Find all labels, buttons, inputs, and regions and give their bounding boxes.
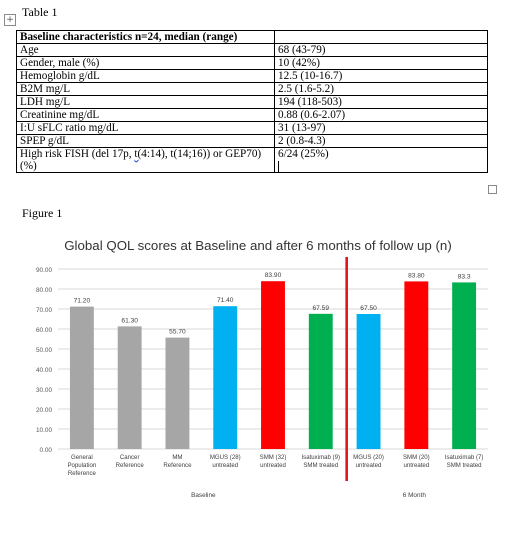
bar-value-label: 83.3: [457, 273, 471, 281]
bar: [404, 281, 428, 449]
bar-value-label: 55.70: [169, 328, 186, 336]
group-label: Baseline: [191, 492, 216, 499]
y-tick-label: 70.00: [36, 307, 52, 314]
table-move-handle-icon[interactable]: +: [4, 14, 16, 26]
table-cell: 194 (118-503): [275, 96, 488, 109]
y-tick-label: 90.00: [36, 267, 52, 274]
table-cell: Age: [17, 44, 275, 57]
category-label: Cancer: [119, 454, 140, 461]
category-label: SMM (20): [402, 454, 430, 461]
table-row: [17, 135, 488, 148]
table-row: [17, 96, 488, 109]
table-cell: SPEP g/dL: [17, 135, 275, 148]
table-cell: 12.5 (10-16.7): [275, 70, 488, 83]
bar-value-label: 61.30: [121, 317, 138, 325]
table-cell: Hemoglobin g/dL: [17, 70, 275, 83]
table-caption: Table 1: [22, 5, 58, 19]
table-cell: LDH mg/L: [17, 96, 275, 109]
category-label: Reference: [163, 462, 192, 469]
category-label: untreated: [212, 462, 239, 469]
category-label: SMM treated: [446, 462, 482, 469]
bar: [166, 338, 190, 449]
category-label: Isatuximab (9): [301, 454, 341, 461]
chart-bars: [67, 257, 476, 481]
chart-title: Global QOL scores at Baseline and after 6 months of follow up (n): [64, 238, 452, 253]
category-label: untreated: [260, 462, 286, 469]
fish-value: 6/24 (25%): [278, 148, 329, 160]
category-label: MM: [172, 454, 183, 461]
table-row: [17, 122, 488, 135]
table-cell: I:U sFLC ratio mg/dL: [17, 122, 275, 135]
fish-label-part: High risk FISH (del 17p,: [20, 148, 135, 160]
table-cell: 68 (43-79): [275, 44, 488, 57]
bar: [70, 307, 94, 449]
y-tick-label: 0.00: [39, 447, 52, 454]
category-label: MGUS (20): [353, 454, 384, 461]
bar-value-label: 83.80: [408, 272, 425, 280]
table-cell: Gender, male (%): [17, 57, 275, 70]
category-label: MGUS (28): [209, 454, 241, 461]
bar: [213, 306, 237, 449]
table-cell: 31 (13-97): [275, 122, 488, 135]
bar: [261, 281, 285, 449]
bar: [357, 314, 381, 449]
table-header-cell: Baseline characteristics n=24, median (range): [17, 31, 275, 44]
bar: [452, 282, 476, 449]
category-label: untreated: [355, 462, 382, 469]
category-label: General: [71, 454, 93, 461]
table-cell: [17, 148, 275, 173]
table-cell: 2.5 (1.6-5.2): [275, 83, 488, 96]
table-cell: 2 (0.8-4.3): [275, 135, 488, 148]
table-row: [17, 57, 488, 70]
figure-caption: Figure 1: [22, 206, 63, 220]
y-tick-label: 20.00: [36, 407, 52, 414]
category-label: Isatuximab (7): [444, 454, 484, 461]
y-tick-label: 50.00: [36, 347, 52, 354]
bar-value-label: 67.50: [360, 305, 377, 312]
fish-label-part: 4:14), t(14;16)) or GEP70) (%): [20, 148, 262, 172]
group-label: 6 Month: [402, 492, 426, 499]
table-header-row: [17, 31, 488, 44]
y-tick-label: 40.00: [36, 367, 52, 374]
category-label: Reference: [67, 470, 96, 477]
text-cursor: [278, 161, 279, 172]
category-label: SMM treated: [303, 462, 339, 469]
category-label: SMM (32): [259, 454, 287, 461]
y-tick-label: 60.00: [36, 327, 52, 334]
table-cell: Creatinine mg/dL: [17, 109, 275, 122]
bar: [118, 326, 142, 449]
table-cell: 0.88 (0.6-2.07): [275, 109, 488, 122]
y-tick-label: 80.00: [36, 287, 52, 294]
table-resize-handle[interactable]: [488, 185, 497, 194]
y-tick-label: 10.00: [36, 427, 52, 434]
bar-value-label: 67.59: [312, 304, 330, 312]
bar-value-label: 71.20: [73, 297, 91, 305]
bar-value-label: 71.40: [216, 297, 234, 305]
qol-bar-chart: [0, 228, 520, 533]
table-row: [17, 148, 488, 173]
table-header-cell: [275, 31, 488, 44]
baseline-characteristics-table: [16, 30, 488, 173]
bar-value-label: 83.90: [264, 272, 282, 280]
table-row: [17, 83, 488, 96]
table-cell: B2M mg/L: [17, 83, 275, 96]
table-cell: 10 (42%): [275, 57, 488, 70]
y-tick-label: 30.00: [36, 387, 52, 394]
table-cell[interactable]: [275, 148, 488, 173]
table-row: [17, 44, 488, 57]
category-label: Population: [67, 462, 97, 469]
y-axis-ticks: [36, 267, 52, 454]
category-label: untreated: [403, 462, 430, 469]
category-label: Reference: [115, 462, 144, 469]
table-row: [17, 109, 488, 122]
spellcheck-flagged-text: t(: [134, 148, 142, 160]
table-row: [17, 70, 488, 83]
bar: [309, 314, 333, 449]
